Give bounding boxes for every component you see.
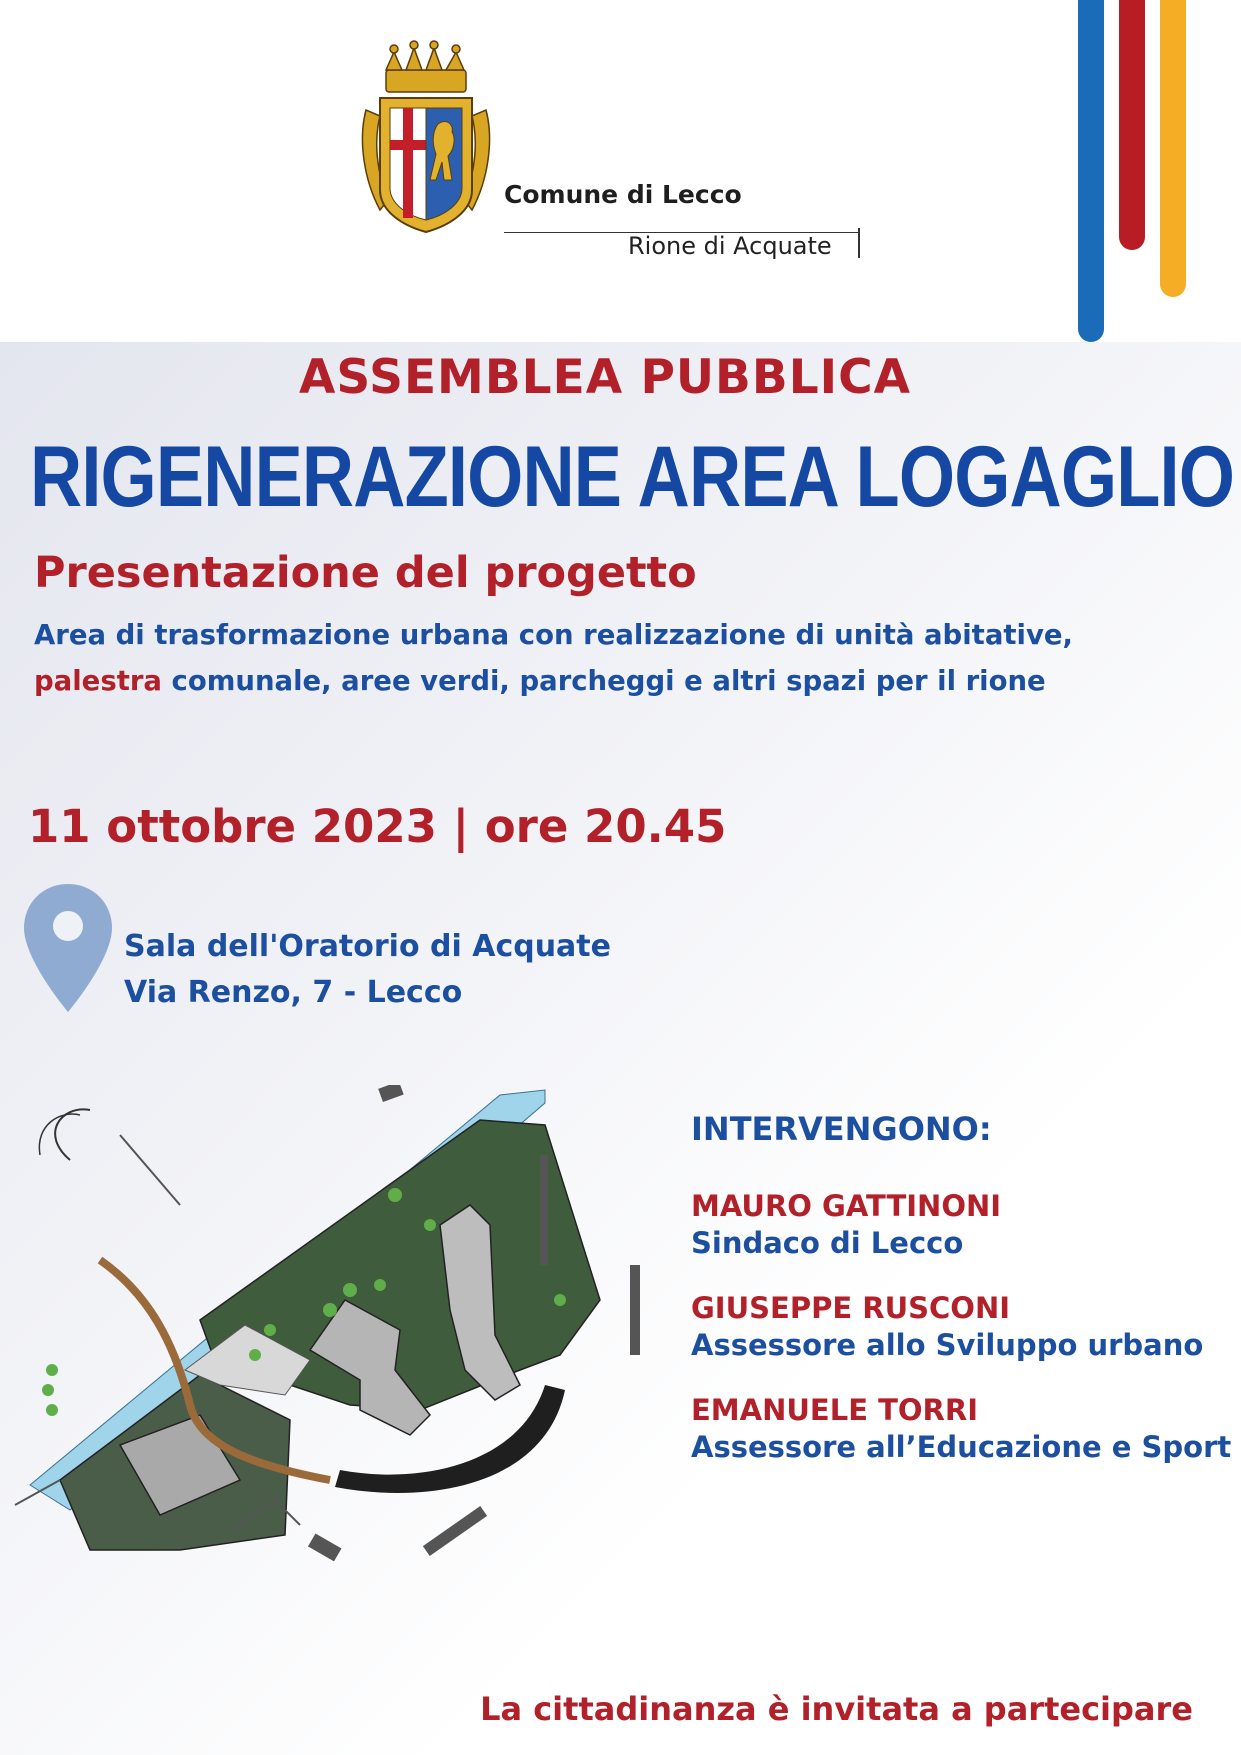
venue	[124, 924, 611, 1016]
event-date-time: 11 ottobre 2023 | ore 20.45	[28, 800, 727, 853]
site-plan-illustration	[0, 1085, 660, 1570]
coat-of-arms-icon	[358, 40, 494, 236]
highlight-word: palestra	[34, 665, 162, 697]
decorative-bar-blue	[1078, 0, 1104, 342]
speakers-heading: INTERVENGONO:	[691, 1110, 992, 1148]
speaker-item	[691, 1290, 1231, 1364]
speaker-item	[691, 1392, 1231, 1466]
main-title: RIGENERAZIONE AREA LOGAGLIO	[30, 429, 1235, 525]
description-line-1: Area di trasformazione urbana con realizzazione di unità abitative,	[34, 619, 1073, 651]
description-line-2	[34, 658, 1073, 704]
speaker-item	[691, 1188, 1231, 1262]
speaker-role: Sindaco di Lecco	[691, 1226, 964, 1260]
speaker-role: Assessore allo Sviluppo urbano	[691, 1328, 1204, 1362]
project-description	[34, 612, 1073, 704]
venue-address: Via Renzo, 7 - Lecco	[124, 975, 463, 1010]
speaker-name: EMANUELE TORRI	[691, 1393, 979, 1427]
district-name: Rione di Acquate	[628, 232, 832, 260]
speaker-name: GIUSEPPE RUSCONI	[691, 1291, 1011, 1325]
description-line-2-rest: comunale, aree verdi, parcheggi e altri spazi per il rione	[161, 665, 1046, 697]
venue-name: Sala dell'Oratorio di Acquate	[124, 929, 611, 964]
speaker-name: MAURO GATTINONI	[691, 1189, 1002, 1223]
location-pin-icon	[22, 882, 114, 1014]
kicker-title: ASSEMBLEA PUBBLICA	[298, 350, 912, 405]
decorative-bar-red	[1119, 0, 1145, 250]
speakers-section	[691, 1110, 1231, 1494]
invitation-footer: La cittadinanza è invitata a partecipare	[480, 1690, 1193, 1728]
speaker-role: Assessore all’Educazione e Sport	[691, 1430, 1232, 1464]
decorative-bar-yellow	[1160, 0, 1186, 297]
subtitle: Presentazione del progetto	[34, 548, 697, 598]
org-name: Comune di Lecco	[504, 180, 742, 209]
divider-tick	[858, 228, 860, 258]
